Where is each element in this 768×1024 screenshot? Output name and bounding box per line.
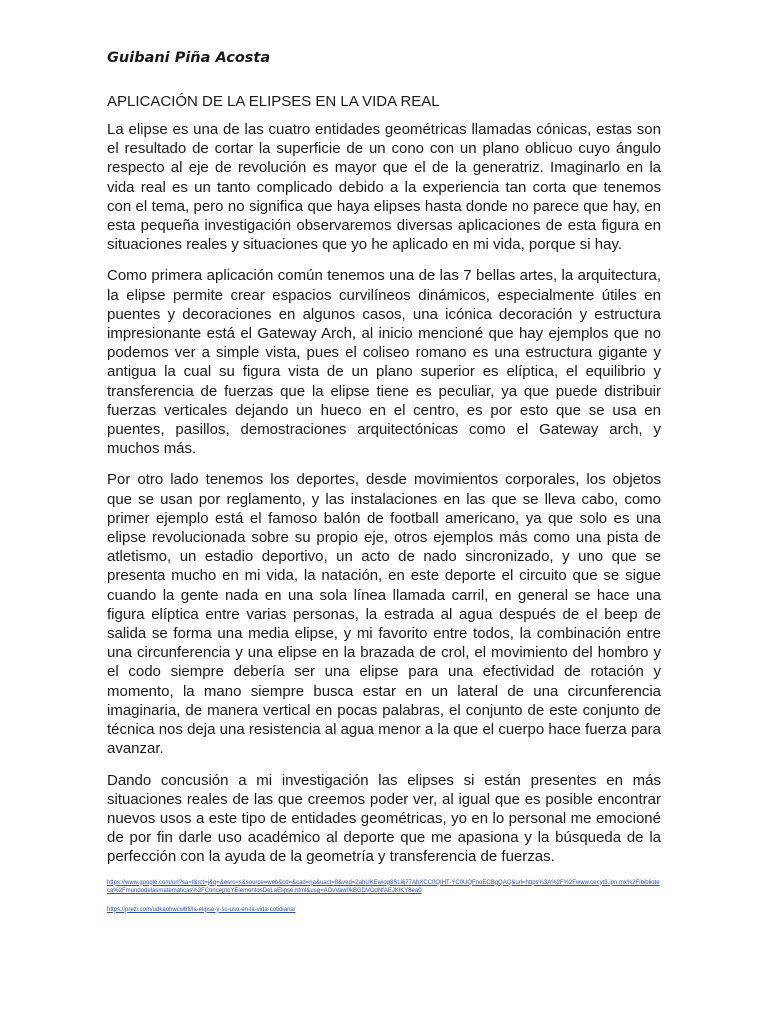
document-page [107,46,661,914]
paragraph-conclusion: Dando concusión a mi investigación las elipses si están presentes en más situaciones reales de las que creemos poder ver, al igual que es posible encontrar nuevos usos a este tipo de entidades geométricas, yo en lo personal me emocioné de por fin darle uso académico al deporte que me apasiona y la búsqueda de la perfección con la ayuda de la geometría y transferencia de fuerzas. [107,771,661,866]
paragraph-intro: La elipse es una de las cuatro entidades geométricas llamadas cónicas, estas son el resultado de cortar la superficie de un cono con un plano oblicuo cuyo ángulo respecto al eje de revolución es mayor que el de la generatriz. Imaginarlo en la vida real es un tanto complicado debido a la experiencia tan corta que tenemos con el tema, pero no significa que haya elipses hasta donde no parece que hay, en esta pequeña investigación observaremos diversas aplicaciones de esta figura en situaciones reales y situaciones que yo he aplicado en mi vida, porque si hay. [107,121,661,254]
document-title: APLICACIÓN DE LA ELIPSES EN LA VIDA REAL [107,93,440,110]
references [107,879,661,915]
paragraph-architecture: Como primera aplicación común tenemos una de las 7 bellas artes, la arquitectura, la elipse permite crear espacios curvilíneos dinámicos, especialmente útiles en puentes y decoraciones en algunos casos, una icónica decoración y estructura impresionante está el Gateway Arch, al inicio mencioné que hay ejemplos que no podemos ver a simple vista, pues el coliseo romano es una estructura gigante y antigua la cual su figura vista de un plano superior es elíptica, el equilibrio y transferencia de fuerzas que la elipse tiene es peculiar, ya que puede distribuir fuerzas verticales dejando un hueco en el centro, es por esto que se usa en puentes, pasillos, demostraciones arquitectónicas como el Gateway arch, y muchos más. [107,267,661,458]
reference-link-google[interactable]: https://www.google.com/url?sa=t&rct=j&q=&esrc=s&source=web&cd=&cad=rja&uact=8&ved=2ahUKEwiog8SLi677AhXCC0QIHT-YC0UQFnoECBgQAQ&url=https%3A%2F%2Fwww.cecyt3.ipn.mx%2Fibiblioteca%2Fmundodelasmatematicas%2FConceptoYElementosDeLaElipse.html&usg=AOvVaw0kBGDVOdNfAEJKlKY8ea0 [107,879,660,895]
author-name: Guibani Piña Acosta [107,50,271,66]
reference-link-prezi[interactable]: https://prezi.com/udkaohwcwbfi/la-elipse-y-su-uso-en-la-vida-cotidiana/ [107,906,296,913]
paragraph-sports: Por otro lado tenemos los deportes, desde movimientos corporales, los objetos que se usan por reglamento, y las instalaciones en las que se lleva cabo, como primer ejemplo está el famoso balón de football americano, ya que solo es una elipse revolucionada sobre su propio eje, otros ejemplos más como una pista de atletismo, un estadio deportivo, un acto de nado sincronizado, y uno que se presenta mucho en mi vida, la natación, en este deporte el circuito que se sigue cuando la gente nada en una sola línea llamada carril, en general se hace una figura elíptica entre varias personas, la estrada al agua después de el beep de salida se forma una media elipse, y mi favorito entre todos, la combinación entre una circunferencia y una elipse en la brazada de crol, el movimiento del hombro y el codo siempre debería ser una elipse para una efectividad de rotación y momento, la mano siempre busca estar en un lateral de una circunferencia imaginaria, de manera vertical en pocas palabras, el conjunto de este conjunto de técnica nos deja una resistencia al agua menor a la que el cuerpo hace fuerza para avanzar. [107,471,661,758]
